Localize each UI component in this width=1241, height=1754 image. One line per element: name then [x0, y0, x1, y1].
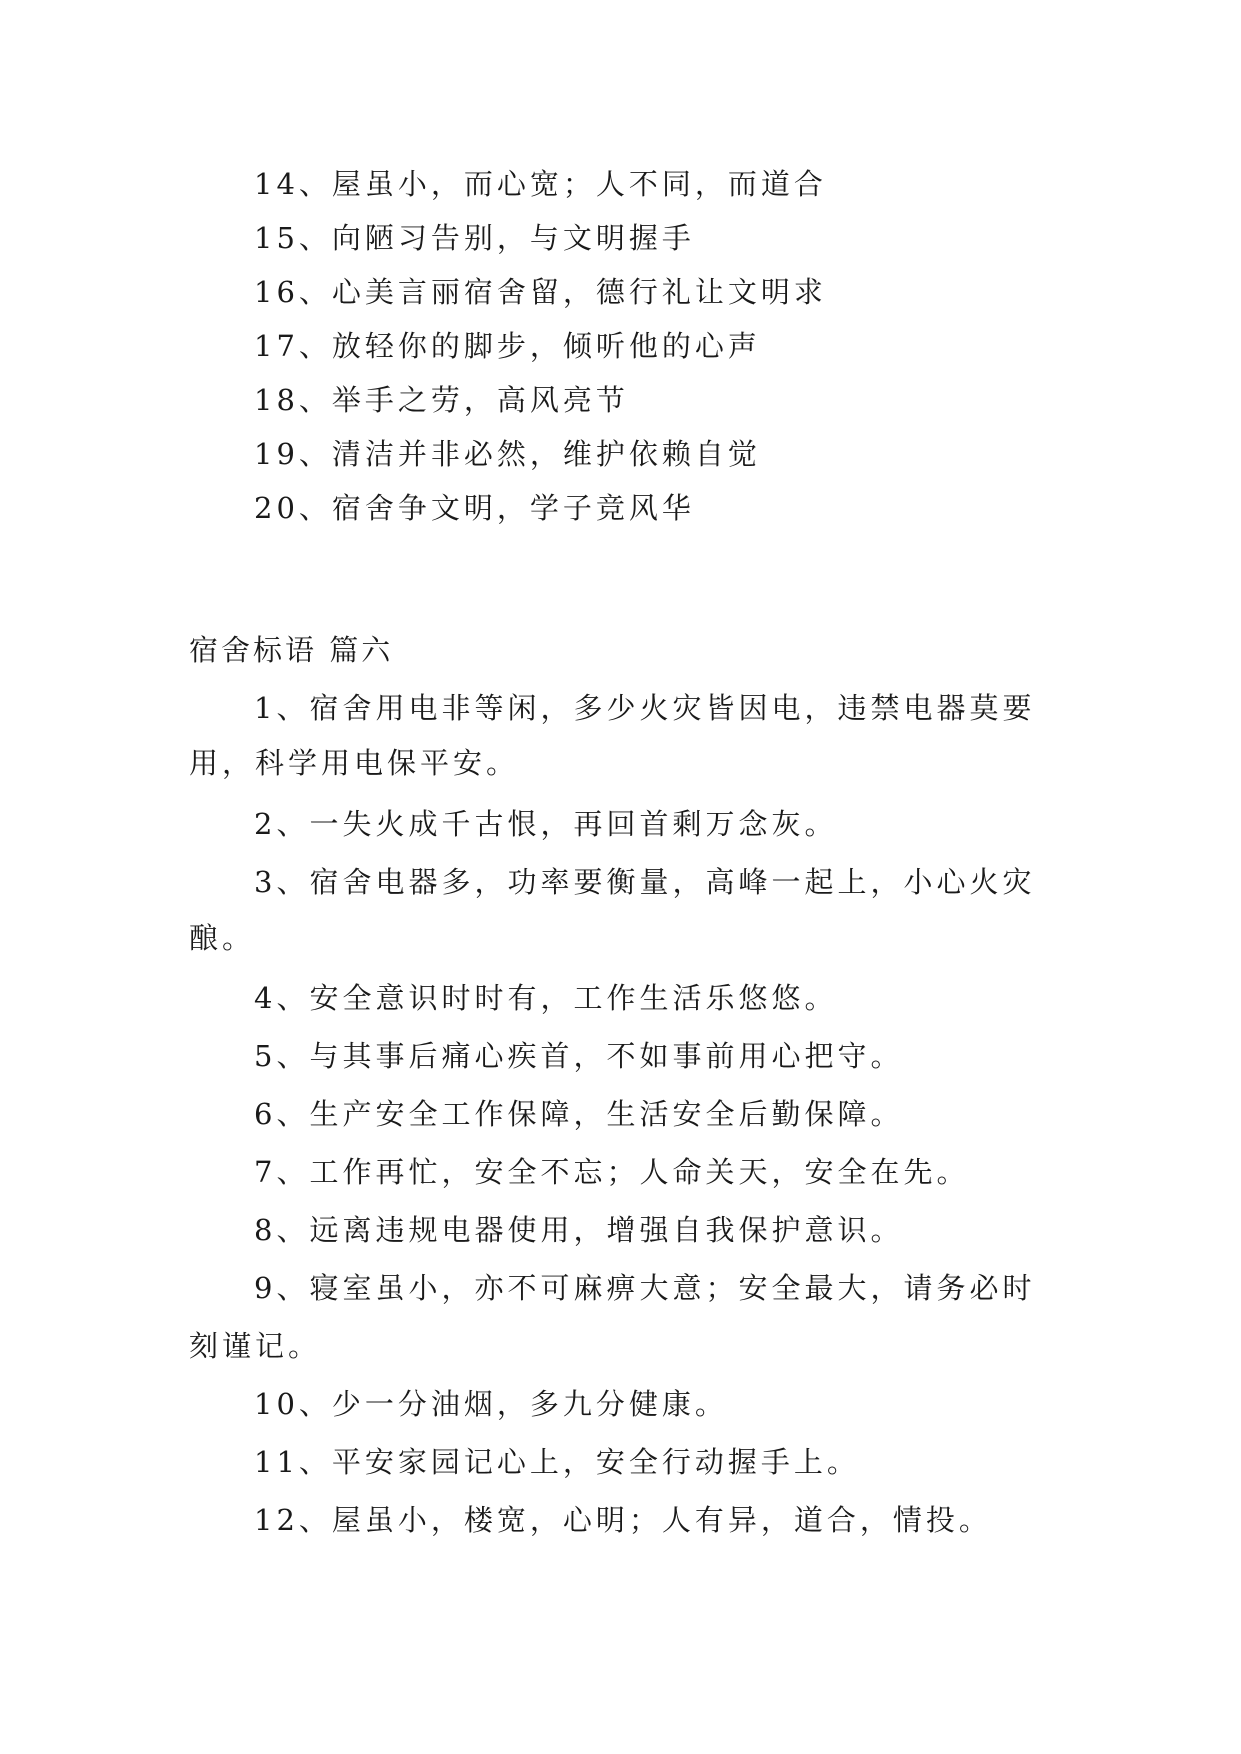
slogan-line-continuation: 用，科学用电保平安。: [189, 746, 520, 780]
slogan-line: 19、清洁并非必然，维护依赖自觉: [254, 437, 761, 471]
slogan-line: 10、少一分油烟，多九分健康。: [254, 1387, 728, 1421]
slogan-line: 11、平安家园记心上，安全行动握手上。: [254, 1445, 860, 1479]
slogan-line: 3、宿舍电器多，功率要衡量，高峰一起上，小心火灾: [254, 865, 1036, 899]
slogan-line: 14、屋虽小，而心宽；人不同，而道合: [254, 167, 827, 201]
slogan-line: 16、心美言丽宿舍留，德行礼让文明求: [254, 275, 827, 309]
slogan-line: 5、与其事后痛心疾首，不如事前用心把守。: [254, 1039, 904, 1073]
slogan-line: 6、生产安全工作保障，生活安全后勤保障。: [254, 1097, 904, 1131]
slogan-line: 15、向陋习告别，与文明握手: [254, 221, 695, 255]
section-heading: 宿舍标语 篇六: [189, 633, 394, 667]
slogan-line: 18、举手之劳，高风亮节: [254, 383, 629, 417]
slogan-line: 20、宿舍争文明，学子竞风华: [254, 491, 695, 525]
slogan-line: 4、安全意识时时有，工作生活乐悠悠。: [254, 981, 838, 1015]
slogan-line-continuation: 刻谨记。: [189, 1329, 322, 1363]
slogan-line: 1、宿舍用电非等闲，多少火灾皆因电，违禁电器莫要: [254, 691, 1036, 725]
slogan-line-continuation: 酿。: [189, 921, 256, 955]
slogan-line: 17、放轻你的脚步，倾听他的心声: [254, 329, 761, 363]
slogan-line: 7、工作再忙，安全不忘；人命关天，安全在先。: [254, 1155, 970, 1189]
slogan-line: 8、远离违规电器使用，增强自我保护意识。: [254, 1213, 904, 1247]
slogan-line: 2、一失火成千古恨，再回首剩万念灰。: [254, 807, 838, 841]
slogan-line: 9、寝室虽小，亦不可麻痹大意；安全最大，请务必时: [254, 1271, 1036, 1305]
slogan-line: 12、屋虽小，楼宽，心明；人有异，道合，情投。: [254, 1503, 992, 1537]
